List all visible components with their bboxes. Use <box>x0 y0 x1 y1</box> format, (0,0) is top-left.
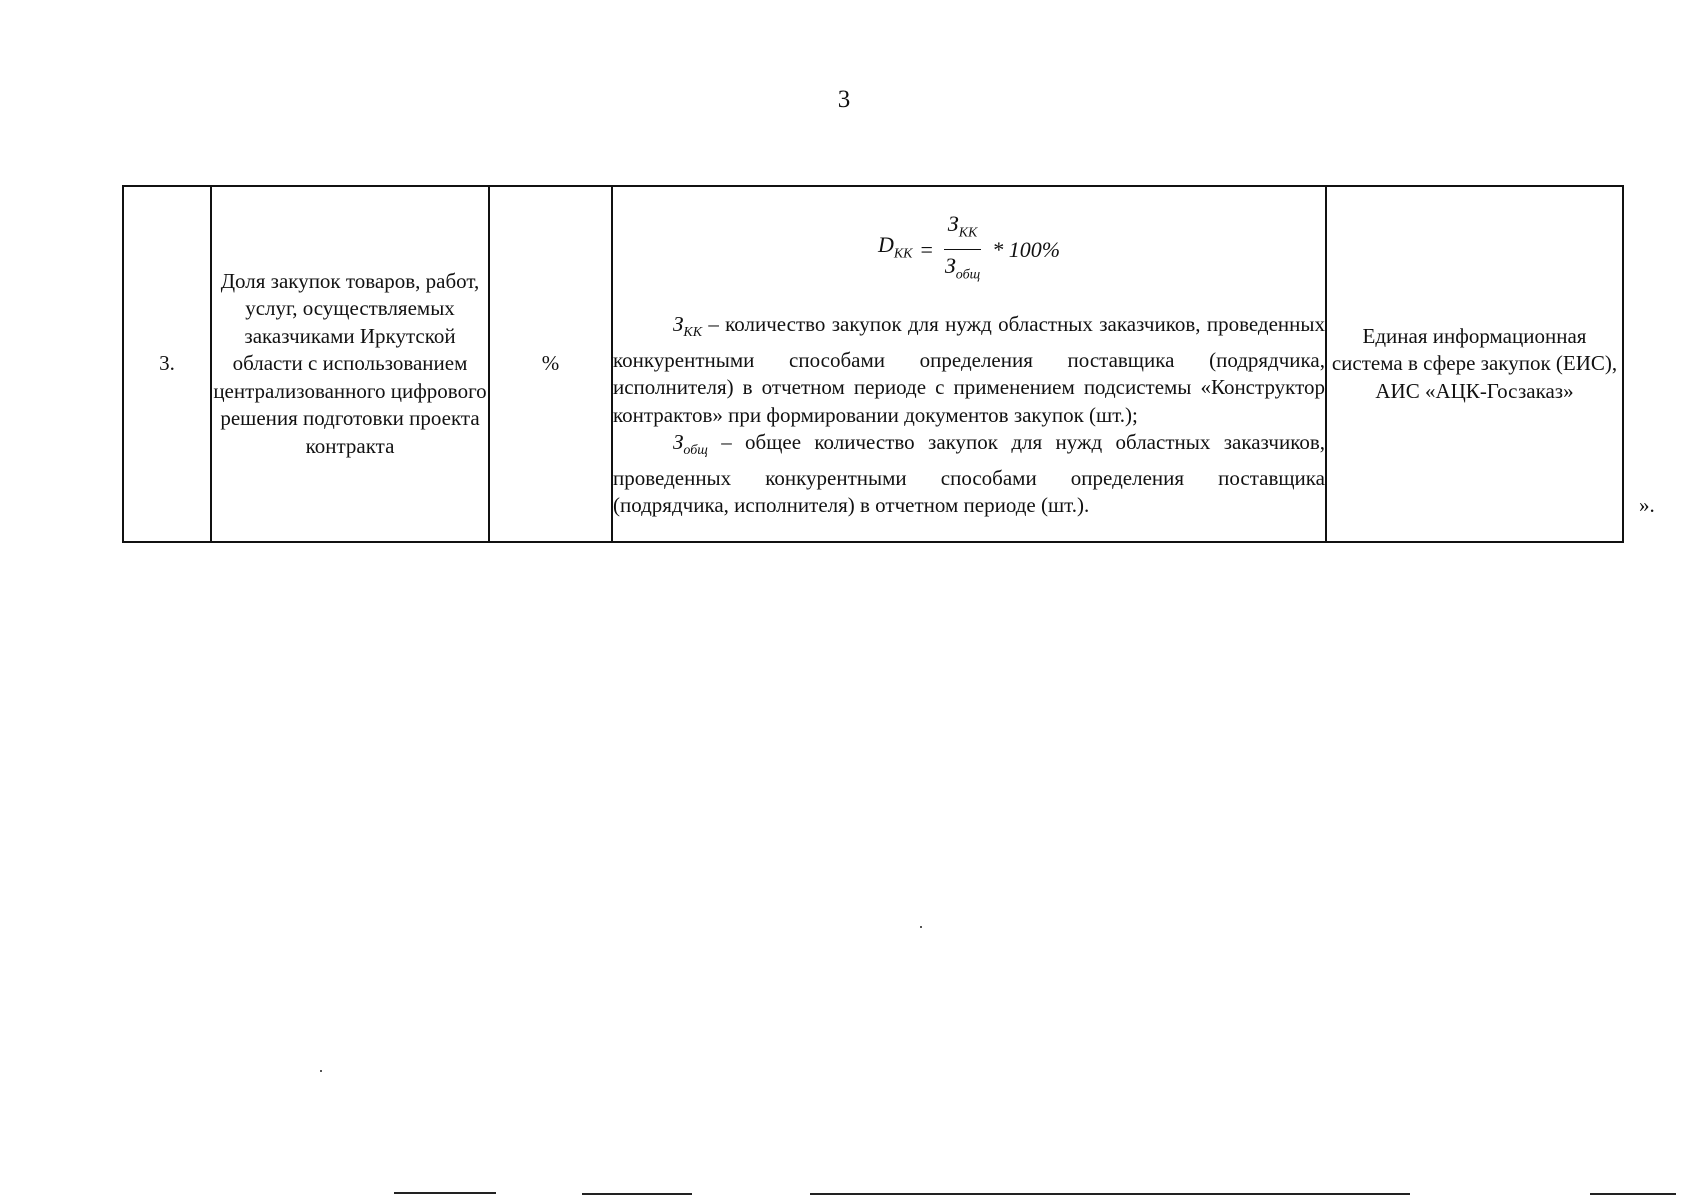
data-source: Единая информационная система в сфере закупок (ЕИС), АИС «АЦК-Госзаказ» <box>1331 323 1618 403</box>
definition-variable: $З_{КК}$ <box>673 311 702 341</box>
scan-artifact-line <box>1590 1193 1676 1195</box>
row-number-cell <box>123 186 211 542</box>
indicator-name-cell <box>211 186 489 542</box>
definition-text: – количество закупок для нужд областных заказчиков, проведенных конкурентными способами определения поставщика (подрядчика, исполнителя) в отчетном периоде с применением подсистемы «Конструктор контрактов» при формировании документов закупок (шт.); <box>613 311 1326 427</box>
formula-equals: = <box>920 236 933 262</box>
unit: % <box>541 351 560 376</box>
definition-numerator <box>613 311 1325 429</box>
row-number: 3. <box>159 351 175 376</box>
scan-artifact-line <box>394 1192 496 1194</box>
calculation-method-cell <box>612 186 1326 542</box>
formula-fraction <box>941 210 984 289</box>
formula-lhs: $D_{КК}$ <box>877 232 913 262</box>
indicator-name: Доля закупок товаров, работ, услуг, осуществляемых заказчиками Иркутской области с использованием централизованного цифрового решения подготовки проекта контракта <box>213 268 487 458</box>
formula-multiplier: * 100% <box>992 236 1061 262</box>
indicator-table <box>122 185 1624 543</box>
formula-denominator: $З_{общ}$ <box>944 253 981 283</box>
data-source-cell <box>1326 186 1623 542</box>
scan-artifact-line <box>582 1193 692 1195</box>
definition-text: – общее количество закупок для нужд областных заказчиков, проведенных конкурентными способами определения поставщика (подрядчика, исполнителя) в отчетном периоде (шт.). <box>613 430 1326 518</box>
closing-quote: ». <box>1639 493 1655 517</box>
page-number: 3 <box>837 86 851 113</box>
table-row <box>123 186 1623 542</box>
definition-denominator <box>613 429 1325 520</box>
formula <box>613 210 1325 289</box>
scan-speck <box>320 1070 322 1072</box>
unit-cell <box>489 186 612 542</box>
scan-artifact-line <box>810 1193 1410 1195</box>
scan-speck <box>920 926 922 928</box>
formula-numerator: $З_{КК}$ <box>944 210 982 250</box>
definition-variable: $З_{общ}$ <box>673 430 708 459</box>
